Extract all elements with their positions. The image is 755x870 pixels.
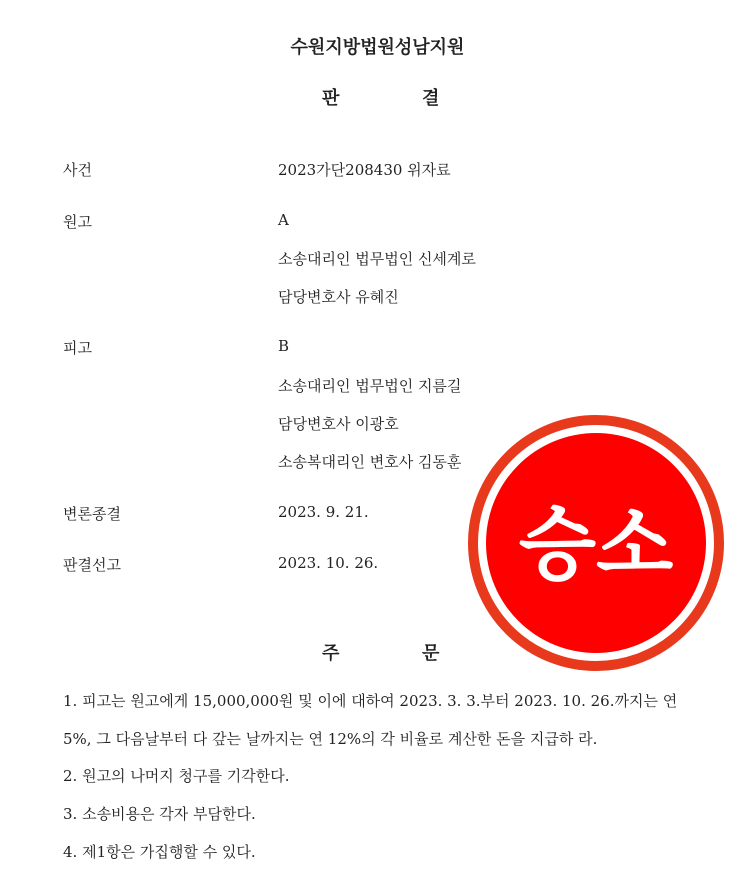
closing-label: 변론종결	[63, 505, 121, 523]
judgment-date-label: 판결선고	[63, 556, 121, 574]
order-line: 2. 원고의 나머지 청구를 기각한다.	[63, 767, 290, 785]
plaintiff-name: A	[278, 211, 289, 229]
plaintiff-label: 원고	[63, 213, 92, 231]
defendant-attorney: 담당변호사 이광호	[278, 415, 399, 433]
plaintiff-attorney-firm: 소송대리인 법무법인 신세계로	[278, 250, 476, 268]
win-stamp	[468, 415, 724, 671]
defendant-sub-attorney: 소송복대리인 변호사 김동훈	[278, 453, 462, 471]
court-name: 수원지방법원성남지원	[290, 37, 465, 58]
case-label: 사건	[63, 161, 92, 179]
doc-title-1: 판	[322, 88, 340, 109]
plaintiff-attorney: 담당변호사 유혜진	[278, 288, 399, 306]
case-value: 2023가단208430 위자료	[278, 161, 451, 179]
closing-date: 2023. 9. 21.	[278, 503, 369, 521]
order-line: 5%, 그 다음날부터 다 갚는 날까지는 연 12%의 각 비율로 계산한 돈을 지급하 라.	[63, 730, 598, 748]
doc-title-2: 결	[422, 88, 440, 109]
stamp-text: 승소	[518, 498, 674, 591]
defendant-label: 피고	[63, 339, 92, 357]
judgment-date: 2023. 10. 26.	[278, 554, 379, 572]
order-line: 3. 소송비용은 각자 부담한다.	[63, 805, 256, 823]
order-title-1: 주	[322, 643, 340, 664]
order-line: 4. 제1항은 가집행할 수 있다.	[63, 843, 256, 861]
order-line: 1. 피고는 원고에게 15,000,000원 및 이에 대하여 2023. 3. 3.부터 2023. 10. 26.까지는 연	[63, 692, 678, 710]
defendant-name: B	[278, 337, 290, 355]
order-title-2: 문	[422, 643, 440, 664]
defendant-attorney-firm: 소송대리인 법무법인 지름길	[278, 377, 462, 395]
